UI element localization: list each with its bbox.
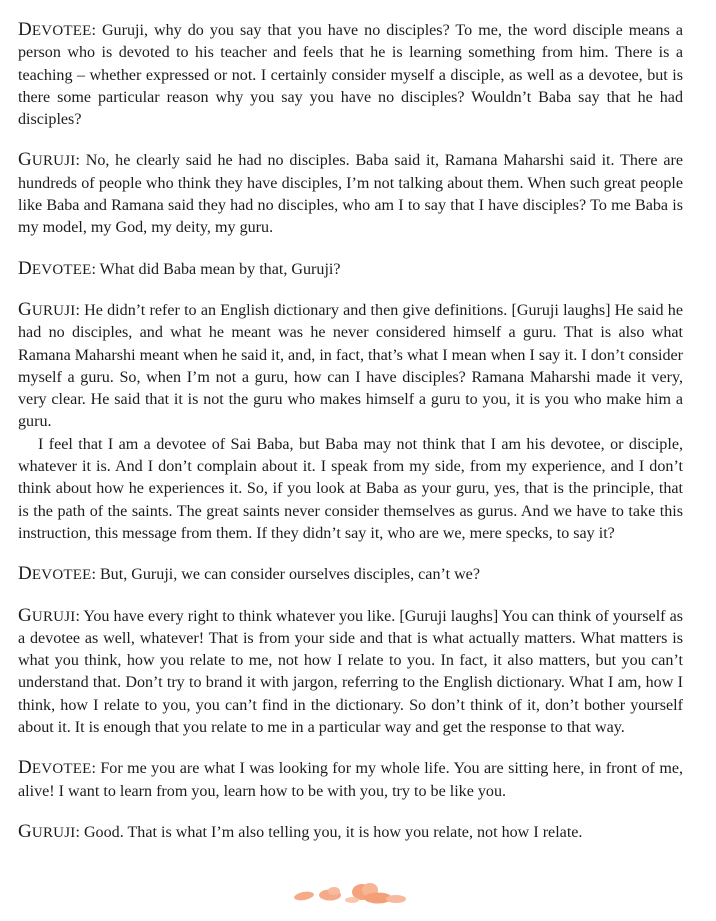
speaker-label: DEVOTEE	[18, 257, 92, 279]
dialogue-text-line: You have every right to think whatever you like. [Guruji laughs] You can think of yourself as a devotee as well, whatever! That is from your side and that is what actually matters. What matters is what you think, how you relate to me, not how I relate to you. In fact, it also matters, but you can’t understand that. Don’t try to brand it with jargon, referring to the English dictionary. What I am, how I think, how I relate to you, you can’t find in the dictionary. So don’t think of it, don’t bother yourself about it. It is enough that you relate to me in a particular way and get the response to that way.	[18, 607, 683, 737]
dialogue-text	[18, 19, 683, 862]
dialogue-entry-guruji: GURUJI: You have every right to think whatever you like. [Guruji laughs] You can think of yourself as a devotee as well, whatever! That is from your side and that is what actually matters. What matters is what you think, how you relate to me, not how I relate to you. In fact, it also matters, but you can’t understand that. Don’t try to brand it with jargon, referring to the English dictionary. What I am, how I think, how I relate to you, you can’t find in the dictionary. So don’t think of it, don’t bother yourself about it. It is enough that you relate to me in a particular way and get the response to that way.	[18, 604, 683, 737]
dialogue-text-line: For me you are what I was looking for my whole life. You are sitting here, in front of me, alive! I want to learn from you, learn how to be with you, try to be like you.	[18, 760, 683, 800]
dialogue-entry-devotee: DEVOTEE: What did Baba mean by that, Guruji?	[18, 257, 341, 279]
speaker-label: GURUJI	[18, 298, 76, 320]
speaker-label: DEVOTEE	[18, 19, 92, 40]
flower-petals-ornament-icon	[292, 878, 410, 908]
dialogue-entry-devotee: DEVOTEE: But, Guruji, we can consider ourselves disciples, can’t we?	[18, 563, 480, 585]
speaker-label: DEVOTEE	[18, 757, 92, 779]
dialogue-text-line: What did Baba mean by that, Guruji?	[99, 260, 341, 278]
dialogue-entry-guruji: GURUJI: No, he clearly said he had no disciples. Baba said it, Ramana Maharshi said it. There are hundreds of people who think they have disciples, I’m not talking about them. When such great people like Baba and Ramana said they had no disciples, who am I to say that I have disciples? To me Baba is my model, my God, my deity, my guru.	[18, 149, 683, 237]
dialogue-text-line: But, Guruji, we can consider ourselves disciples, can’t we?	[99, 566, 480, 584]
speaker-label: GURUJI	[18, 820, 76, 842]
dialogue-entry-guruji: GURUJI: Good. That is what I’m also telling you, it is how you relate, not how I relate.	[18, 820, 583, 842]
dialogue-text-line: He didn’t refer to an English dictionary and then give definitions. [Guruji laughs] He said he had no disciples, and what he meant was he never considered himself a guru. That is also what Ramana Maharshi meant when he said it, and, in fact, that’s what I mean when I say it. I don’t consider myself a guru. So, when I’m not a guru, how can I have disciples? Ramana Maharshi made it very, very clear. He said that it is not the guru who makes himself a guru to you, it is you who make him a guru.	[18, 301, 684, 431]
dialogue-text-line: Guruji, why do you say that you have no disciples? To me, the word disciple means a person who is devoted to his teacher and feels that he is learning something from him. There is a teaching – whether expressed or not. I certainly consider myself a disciple, as well as a devotee, but is there some particular reason why you say you have no disciples? Wouldn’t Baba say that he had disciples?	[18, 22, 684, 129]
dialogue-text-line: Good. That is what I’m also telling you, it is how you relate, not how I relate.	[83, 823, 583, 841]
dialogue-entry-devotee: DEVOTEE: Guruji, why do you say that you have no disciples? To me, the word disciple means a person who is devoted to his teacher and feels that he is learning something from him. There is a teaching – whether expressed or not. I certainly consider myself a disciple, as well as a devotee, but is there some particular reason why you say you have no disciples? Wouldn’t Baba say that he had disciples?	[18, 19, 684, 129]
dialogue-text-line: I feel that I am a devotee of Sai Baba, but Baba may not think that I am his devotee, or disciple, whatever it is. And I don’t complain about it. I speak from my side, from my experience, and I don’t think about how he experiences it. So, if you look at Baba as your guru, yes, that is the principle, that is the path of the saints. The great saints never consider themselves as gurus. And we have to take this instruction, this message from them. If they didn’t say it, who are we, mere specks, to say it?	[18, 435, 683, 542]
dialogue-entry-guruji: GURUJI: He didn’t refer to an English dictionary and then give definitions. [Guruji laughs] He said he had no disciples, and what he meant was he never considered himself a guru. That is also what Ramana Maharshi meant when he said it, and, in fact, that’s what I mean when I say it. I don’t consider myself a guru. So, when I’m not a guru, how can I have disciples? Ramana Maharshi made it very, very clear. He said that it is not the guru who makes himself a guru to you, it is you who make him a guru. I feel that I am a devotee of Sai Baba, but Baba may not think that I am his devotee, or disciple, whatever it is. And I don’t complain about it. I speak from my side, from my experience, and I don’t think about how he experiences it. So, if you look at Baba as your guru, yes, that is the principle, that is the path of the saints. The great saints never consider themselves as gurus. And we have to take this instruction, this message from them. If they didn’t say it, who are we, mere specks, to say it?	[18, 299, 683, 545]
speaker-label: GURUJI	[18, 604, 76, 626]
speaker-label: GURUJI	[18, 149, 76, 171]
dialogue-text-line: No, he clearly said he had no disciples. Baba said it, Ramana Maharshi said it. There are hundreds of people who think they have disciples, I’m not talking about them. When such great people like Baba and Ramana said they had no disciples, who am I to say that I have disciples? To me Baba is my model, my God, my deity, my guru.	[18, 152, 683, 237]
speaker-label: DEVOTEE	[18, 563, 92, 585]
dialogue-entry-devotee: DEVOTEE: For me you are what I was looking for my whole life. You are sitting here, in front of me, alive! I want to learn from you, learn how to be with you, try to be like you.	[18, 757, 683, 800]
